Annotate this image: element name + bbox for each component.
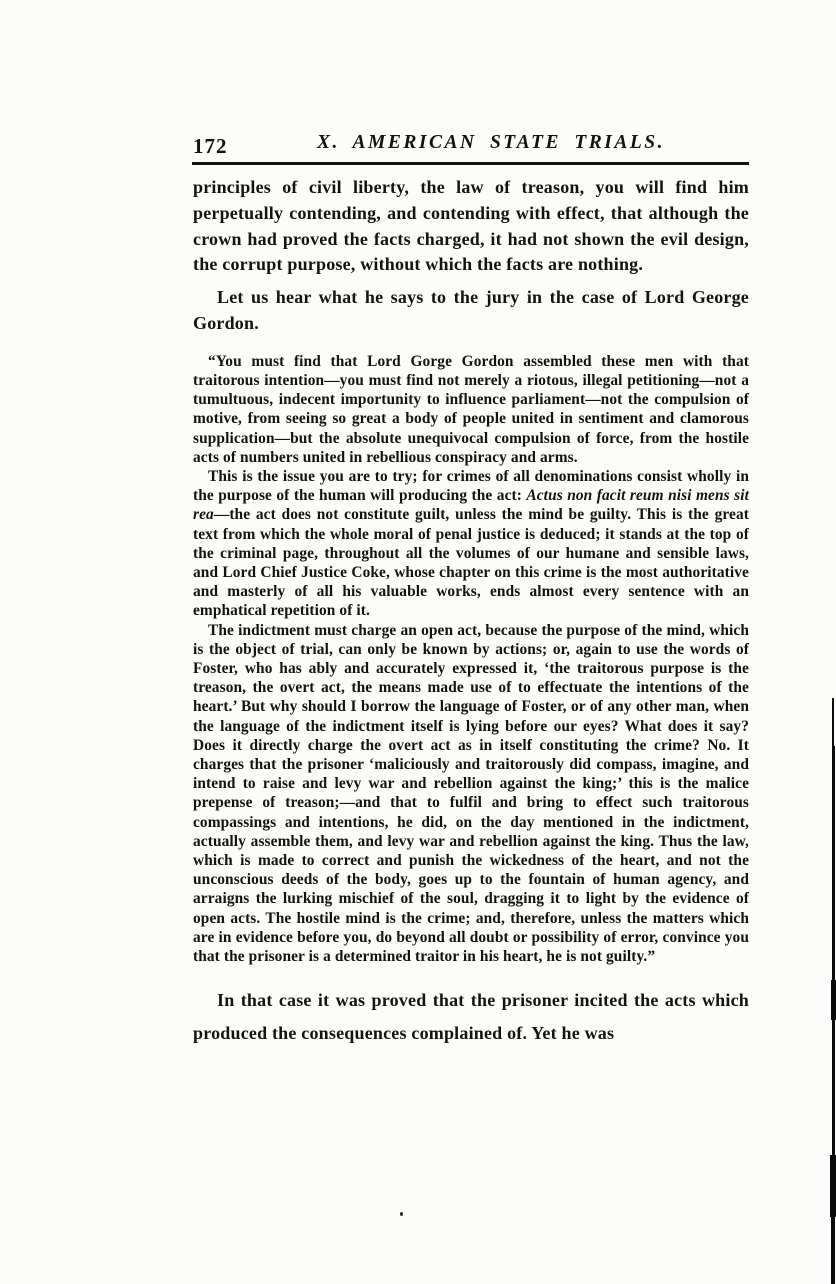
quote-paragraph-1: “You must find that Lord Gorge Gordon assembled these men with that traitorous intention—you must find not merely a riotous, illegal petitioning—not a tumultuous, indecent importunity to influence parliament—not the compulsion of motive, from seeing so great a body of people united in sentiment and clamorous supplication—but the absolute unequivocal compulsion of force, from the hostile acts of numbers united in rebellious conspiracy and arms. <box>193 352 749 466</box>
opening-paragraph: principles of civil liberty, the law of treason, you will find him perpetually contending, and contending with effect, that although the crown had proved the facts charged, it had not shown the evil design, the corrupt purpose, without which the facts are nothing. <box>193 177 749 275</box>
scan-edge-artifact <box>832 698 834 746</box>
header-rule <box>192 162 749 165</box>
scan-edge-artifact <box>830 1155 836 1217</box>
quote-paragraph-2 <box>193 467 749 621</box>
scan-speck <box>400 1212 403 1216</box>
scan-edge-artifact <box>832 1020 835 1155</box>
intro-paragraph: Let us hear what he says to the jury in the case of Lord George Gordon. <box>193 287 749 333</box>
running-title: X. AMERICAN STATE TRIALS. <box>317 132 665 153</box>
latin-maxim: Actus non facit reum nisi mens sit rea <box>193 487 749 524</box>
page-number: 172 <box>193 134 228 158</box>
scan-edge-artifact <box>832 746 835 980</box>
quote-paragraph-2-pre: This is the issue you are to try; for crimes of all denominations consist wholly in the purpose of the human will producing the act: <box>193 468 749 505</box>
scan-edge-artifact <box>831 980 836 1020</box>
block-quote <box>193 352 749 967</box>
page-body <box>193 175 749 1050</box>
quote-paragraph-3: The indictment must charge an open act, because the purpose of the mind, which is the object of trial, can only be known by actions; or, again to use the words of Foster, who has ably and accurately expressed it, ‘the traitorous purpose is the treason, the overt act, the means made use of to effectuate the intentions of the heart.’ But why should I borrow the language of Foster, or of any other man, when the language of the indictment itself is lying before our eyes? What does it say? Does it directly charge the overt act as in itself constituting the crime? No. It charges that the prisoner ‘maliciously and traitorously did compass, imagine, and intend to raise and levy war and rebellion against the king;’ this is the malice prepense of treason;—and that to fulfil and bring to effect such traitorous compassings and intentions, he did, on the day mentioned in the indictment, actually assemble them, and levy war and rebellion against the king. Thus the law, which is made to correct and punish the wickedness of the heart, and not the unconscious deeds of the body, goes up to the fountain of human agency, and arraigns the lurking mischief of the soul, dragging it to light by the evidence of open acts. The hostile mind is the crime; and, therefore, unless the matters which are in evidence before you, do beyond all doubt or possibility of error, convince you that the prisoner is a determined traitor in his heart, he is not guilty.” <box>193 621 749 966</box>
quote-paragraph-2-post: —the act does not constitute guilt, unless the mind be guilty. This is the great text from which the whole moral of penal justice is deduced; it stands at the top of the criminal page, throughout all the volumes of our humane and sensible laws, and Lord Chief Justice Coke, whose chapter on this crime is the most authoritative and masterly of all his valuable works, ends almost every sentence with an emphatical repetition of it. <box>193 506 749 620</box>
closing-paragraph: In that case it was proved that the prisoner incited the acts which produced the consequences complained of. Yet he was <box>193 990 749 1044</box>
scan-edge-artifact <box>831 1217 835 1284</box>
page-header <box>193 132 749 158</box>
